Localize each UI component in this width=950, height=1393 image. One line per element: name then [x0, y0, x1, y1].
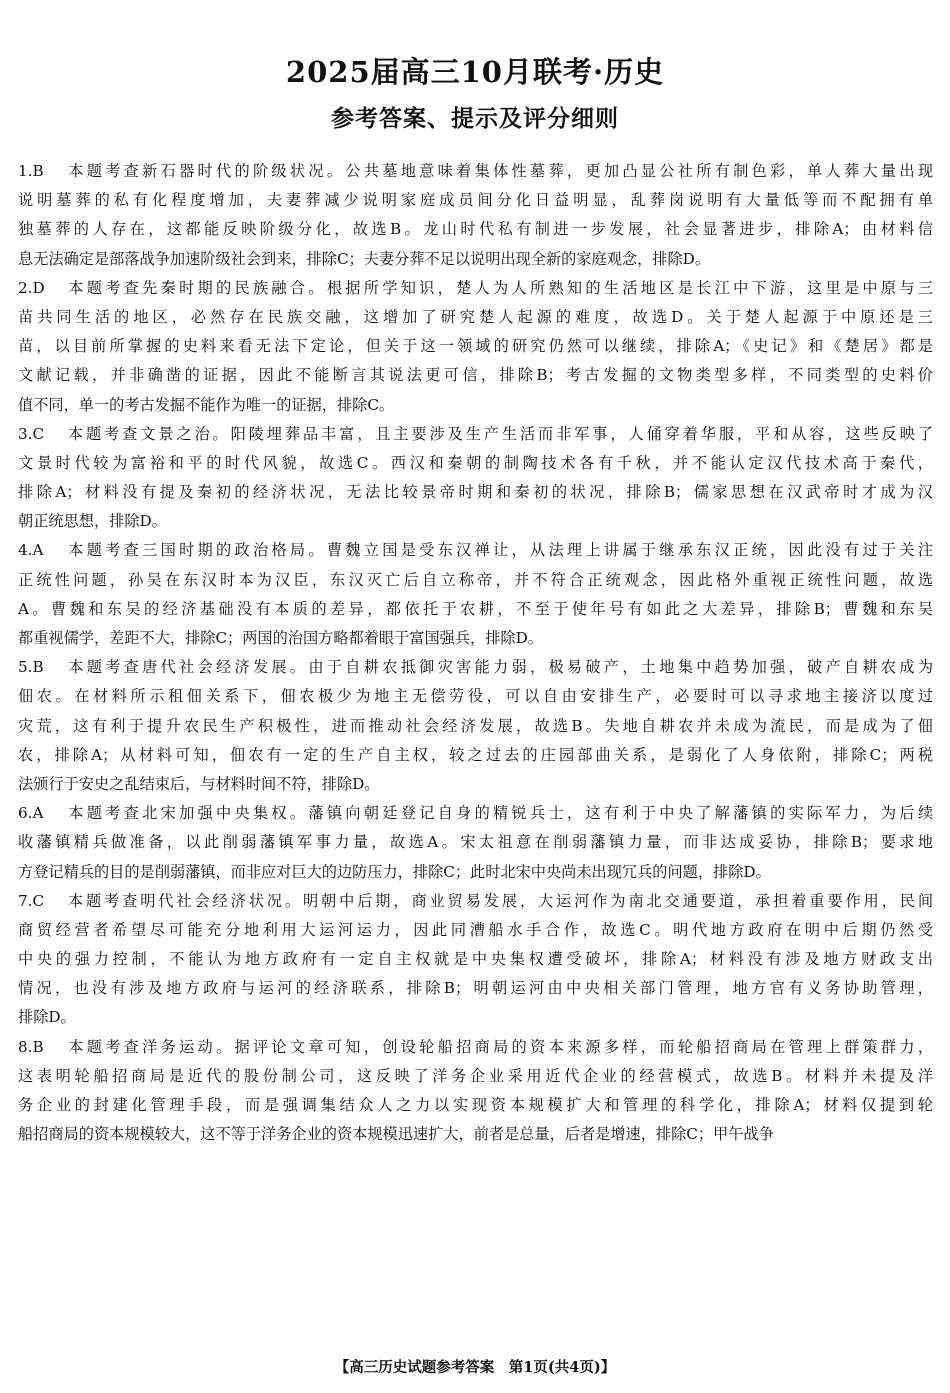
answer-item	[18, 157, 933, 274]
answer-text: 苗，以目前所掌握的史料来看无法下定论，但关于这一领域的研究仍然可以继续，排除A；《史记》和《楚居》都是	[18, 337, 933, 356]
answer-number: 4.A	[18, 541, 44, 560]
answer-text: 方登记精兵的目的是削弱藩镇，而非应对巨大的边防压力，排除C；此时北宋中央尚未出现冗兵的问题，排除D。	[18, 862, 771, 881]
answer-text: 本题考查明代社会经济状况。明朝中后期，商业贸易发展，大运河作为南北交通要道，承担着重要作用，民间	[65, 891, 933, 910]
answer-line	[18, 566, 933, 595]
answer-text: 收藩镇精兵做准备，以此削弱藩镇军事力量，故选A。宋太祖意在削弱藩镇力量，而非达成妥协，排除B；要求地	[18, 833, 933, 852]
answer-text: 正统性问题，孙吴在东汉时本为汉臣，东汉灭亡后自立称帝，并不符合正统观念，因此格外重视正统性问题，故选	[18, 570, 933, 589]
answer-text: 商贸经营者希望尽可能充分地利用大运河运力，因此同漕船水手合作，故选C。明代地方政府在明中后期仍然受	[18, 920, 933, 939]
answer-line	[18, 186, 933, 215]
answer-line	[18, 858, 933, 887]
answer-text: 这表明轮船招商局是近代的股份制公司，这反映了洋务企业采用近代企业的经营模式，故选B。材料并未提及洋	[18, 1066, 933, 1085]
answer-list	[18, 157, 933, 1149]
answer-text: 本题考查三国时期的政治格局。曹魏立国是受东汉禅让，从法理上讲属于继承东汉正统，因此没有过于关注	[65, 541, 933, 560]
answer-text: 说明墓葬的私有化程度增加，夫妻葬减少说明家庭成员间分化日益明显，乱葬岗说明有大量低等而不配拥有单	[18, 191, 933, 210]
answer-number: 5.B	[18, 658, 44, 677]
answer-item	[18, 1033, 933, 1150]
answer-line	[18, 536, 933, 565]
answer-text: 独墓葬的人存在，这都能反映阶级分化，故选B。龙山时代私有制进一步发展，社会显著进步，排除A；由材料信	[18, 220, 933, 239]
answer-number: 3.C	[18, 424, 45, 443]
answer-line	[18, 712, 933, 741]
answer-line	[18, 420, 933, 449]
answer-line	[18, 303, 933, 332]
answer-number: 7.C	[18, 891, 45, 910]
answer-text: 值不同，单一的考古发掘不能作为唯一的证据，排除C。	[18, 395, 395, 414]
answer-line	[18, 682, 933, 711]
answer-line	[18, 332, 933, 361]
page-footer: 【高三历史试题参考答案 第1页(共4页)】	[334, 1359, 616, 1376]
answer-line	[18, 1120, 933, 1149]
answer-text: 务企业的封建化管理手段，而是强调集结众人之力以实现资本规模扩大和管理的科学化，排除A；材料仅提到轮	[18, 1096, 933, 1114]
answer-text: 船招商局的资本规模较大，这不等于洋务企业的资本规模迅速扩大，前者是总量，后者是增速，排除C；甲午战争	[18, 1125, 774, 1144]
answer-text: 文景时代较为富裕和平的时代风貌，故选C。西汉和秦朝的制陶技术各有千秋，并不能认定汉代技术高于秦代，	[18, 453, 933, 472]
answer-number: 6.A	[18, 804, 44, 823]
answer-line	[18, 478, 933, 507]
answer-line	[18, 215, 933, 244]
answer-line	[18, 770, 933, 799]
answer-line	[18, 624, 933, 653]
answer-item	[18, 536, 933, 653]
answer-line	[18, 916, 933, 945]
answer-line	[18, 245, 933, 274]
answer-item	[18, 653, 933, 799]
answer-line	[18, 1091, 933, 1120]
answer-item	[18, 274, 933, 420]
answer-text: 农，排除A；从材料可知，佃农有一定的生产自主权，较之过去的庄园部曲关系，是弱化了人身依附，排除C；两税	[18, 745, 933, 764]
answer-text: 文献记载，并非确凿的证据，因此不能断言其说法更可信，排除B；考古发掘的文物类型多样，不同类型的史料价	[18, 366, 933, 385]
answer-line	[18, 945, 933, 974]
answer-text: 本题考查先秦时期的民族融合。根据所学知识，楚人为人所熟知的生活地区是长江中下游，这里是中原与三	[65, 278, 933, 297]
answer-line	[18, 449, 933, 478]
answer-line	[18, 741, 933, 770]
answer-text: 本题考查洋务运动。据评论文章可知，创设轮船招商局的资本来源多样，而轮船招商局在管理上群策群力，	[65, 1037, 933, 1056]
page-title: 2025届高三10月联考·历史	[285, 55, 665, 89]
answer-line	[18, 361, 933, 390]
answer-item	[18, 799, 933, 887]
answer-text: 苗共同生活的地区，必然存在民族交融，这增加了研究楚人起源的难度，故选D。关于楚人起源于中原还是三	[18, 307, 933, 326]
answer-line	[18, 887, 933, 916]
answer-text: 灾荒，这有利于提升农民生产积极性，进而推动社会经济发展，故选B。失地自耕农并未成为流民，而是成为了佃	[18, 716, 933, 735]
answer-text: 本题考查北宋加强中央集权。藩镇向朝廷登记自身的精锐兵士，这有利于中央了解藩镇的实际军力，为后续	[65, 804, 933, 823]
answer-line	[18, 974, 933, 1003]
answer-text: 本题考查文景之治。阳陵埋葬品丰富，且主要涉及生产生活而非军事，人俑穿着华服，平和从容，这些反映了	[65, 424, 933, 443]
answer-number: 2.D	[18, 278, 45, 297]
answer-text: 中央的强力控制，不能认为地方政府有一定自主权就是中央集权遭受破坏，排除A；材料没有涉及地方财政支出	[18, 950, 933, 969]
answer-item	[18, 887, 933, 1033]
answer-line	[18, 274, 933, 303]
answer-line	[18, 157, 933, 186]
answer-line	[18, 653, 933, 682]
answer-line	[18, 1033, 933, 1062]
answer-text: 佃农。在材料所示租佃关系下，佃农极少为地主无偿劳役，可以自由安排生产，必要时可以寻求地主接济以度过	[18, 687, 933, 706]
answer-text: 排除D。	[18, 1008, 76, 1027]
answer-line	[18, 507, 933, 536]
answer-text: 法颁行于安史之乱结束后，与材料时间不符，排除D。	[18, 774, 380, 793]
answer-text: 排除A；材料没有提及秦初的经济状况，无法比较景帝时期和秦初的状况，排除B；儒家思想在汉武帝时才成为汉	[18, 483, 933, 502]
answer-number: 1.B	[18, 162, 44, 180]
answer-text: 息无法确定是部落战争加速阶级社会到来，排除C；夫妻分葬不足以说明出现全新的家庭观念，排除D。	[18, 249, 711, 268]
answer-text: 朝正统思想，排除D。	[18, 512, 167, 531]
answer-line	[18, 595, 933, 624]
answer-item	[18, 420, 933, 537]
answer-text: 情况，也没有涉及地方政府与运河的经济联系，排除B；明朝运河由中央相关部门管理，地方官有义务协助管理，	[18, 979, 933, 998]
answer-line	[18, 1003, 933, 1032]
answer-line	[18, 391, 933, 420]
answer-line	[18, 1062, 933, 1091]
answer-line	[18, 828, 933, 857]
answer-text: 本题考查唐代社会经济发展。由于自耕农抵御灾害能力弱，极易破产，土地集中趋势加强，破产自耕农成为	[65, 658, 933, 677]
answer-line	[18, 799, 933, 828]
answer-text: 本题考查新石器时代的阶级状况。公共墓地意味着集体性墓葬，更加凸显公社所有制色彩，单人葬大量出现	[65, 162, 933, 180]
answer-text: 都重视儒学，差距不大，排除C；两国的治国方略都着眼于富国强兵，排除D。	[18, 629, 543, 647]
answer-text: A。曹魏和东吴的经济基础没有本质的差异，都依托于农耕，不至于使年号有如此之大差异，排除B；曹魏和东吴	[18, 599, 933, 618]
answer-number: 8.B	[18, 1037, 44, 1056]
page-subtitle: 参考答案、提示及评分细则	[331, 105, 619, 132]
